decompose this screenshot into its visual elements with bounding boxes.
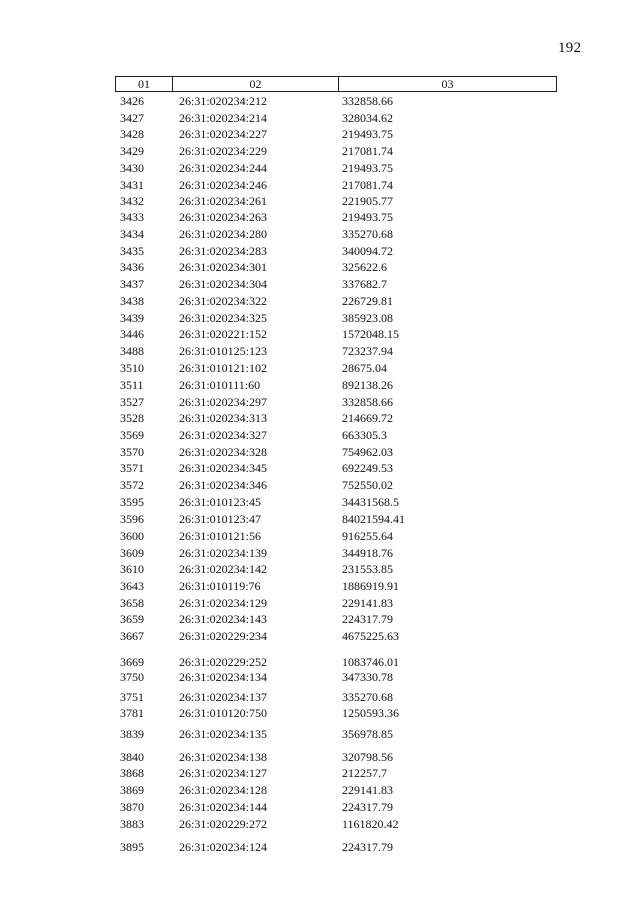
table-row [0,94,640,108]
row-number-cell: 3432 [120,194,144,208]
value-cell: 224317.79 [342,840,393,854]
cadastral-number-cell: 26:31:010119:76 [179,579,261,593]
row-number-cell: 3439 [120,311,144,325]
row-number-cell: 3600 [120,529,144,543]
value-cell: 224317.79 [342,800,393,814]
cadastral-number-cell: 26:31:020234:229 [179,144,268,158]
table-row [0,327,640,341]
cadastral-number-cell: 26:31:020234:328 [179,445,268,459]
row-number-cell: 3528 [120,411,144,425]
value-cell: 219493.75 [342,127,393,141]
cadastral-number-cell: 26:31:020234:304 [179,277,268,291]
cadastral-number-cell: 26:31:010121:102 [179,361,268,375]
value-cell: 892138.26 [342,378,393,392]
cadastral-number-cell: 26:31:020234:214 [179,111,268,125]
table-row [0,629,640,643]
row-number-cell: 3510 [120,361,144,375]
row-number-cell: 3870 [120,800,144,814]
cadastral-number-cell: 26:31:010120:750 [179,706,268,720]
row-number-cell: 3571 [120,461,144,475]
cadastral-number-cell: 26:31:010111:60 [179,378,261,392]
row-number-cell: 3895 [120,840,144,854]
row-number-cell: 3570 [120,445,144,459]
table-row [0,529,640,543]
table-row [0,294,640,308]
cadastral-number-cell: 26:31:020234:261 [179,194,268,208]
value-cell: 1572048.15 [342,327,399,341]
row-number-cell: 3427 [120,111,144,125]
table-row [0,461,640,475]
value-cell: 340094.72 [342,244,393,258]
table-row [0,655,640,669]
value-cell: 663305.3 [342,428,387,442]
cadastral-number-cell: 26:31:010125:123 [179,344,268,358]
cadastral-number-cell: 26:31:020229:252 [179,655,268,669]
value-cell: 1161820.42 [342,817,399,831]
table-row [0,495,640,509]
table-row [0,800,640,814]
cadastral-number-cell: 26:31:010123:45 [179,495,262,509]
cadastral-number-cell: 26:31:020234:283 [179,244,268,258]
row-number-cell: 3869 [120,783,144,797]
value-cell: 4675225.63 [342,629,399,643]
value-cell: 226729.81 [342,294,393,308]
row-number-cell: 3781 [120,706,144,720]
cadastral-number-cell: 26:31:020234:327 [179,428,268,442]
cadastral-number-cell: 26:31:020234:124 [179,840,268,854]
cadastral-number-cell: 26:31:020234:322 [179,294,268,308]
value-cell: 84021594.41 [342,512,405,526]
cadastral-number-cell: 26:31:020221:152 [179,327,268,341]
cadastral-number-cell: 26:31:020234:129 [179,596,268,610]
page-number: 192 [558,40,582,56]
table-row [0,344,640,358]
table-row [0,596,640,610]
value-cell: 320798.56 [342,750,393,764]
value-cell: 328034.62 [342,111,393,125]
row-number-cell: 3433 [120,210,144,224]
value-cell: 214669.72 [342,411,393,425]
table-row [0,227,640,241]
table-row [0,361,640,375]
row-number-cell: 3437 [120,277,144,291]
value-cell: 752550.02 [342,478,393,492]
value-cell: 1886919.91 [342,579,399,593]
value-cell: 217081.74 [342,178,393,192]
cadastral-number-cell: 26:31:020234:313 [179,411,268,425]
cadastral-number-cell: 26:31:020234:346 [179,478,268,492]
table-row [0,690,640,704]
row-number-cell: 3572 [120,478,144,492]
row-number-cell: 3527 [120,395,144,409]
column-header-03: 03 [441,77,454,91]
table-row [0,546,640,560]
table-row [0,194,640,208]
row-number-cell: 3883 [120,817,144,831]
value-cell: 212257.7 [342,766,387,780]
value-cell: 723237.94 [342,344,393,358]
table-row [0,727,640,741]
cadastral-number-cell: 26:31:020234:127 [179,766,268,780]
value-cell: 335270.68 [342,227,393,241]
value-cell: 219493.75 [342,210,393,224]
value-cell: 356978.85 [342,727,393,741]
value-cell: 231553.85 [342,562,393,576]
table-row [0,512,640,526]
row-number-cell: 3488 [120,344,144,358]
row-number-cell: 3595 [120,495,144,509]
cadastral-number-cell: 26:31:020229:234 [179,629,268,643]
cadastral-number-cell: 26:31:020234:297 [179,395,268,409]
cadastral-number-cell: 26:31:020234:142 [179,562,268,576]
value-cell: 347330.78 [342,670,393,684]
row-number-cell: 3434 [120,227,144,241]
row-number-cell: 3435 [120,244,144,258]
row-number-cell: 3426 [120,94,144,108]
table-row [0,127,640,141]
table-row [0,445,640,459]
value-cell: 1250593.36 [342,706,399,720]
row-number-cell: 3429 [120,144,144,158]
row-number-cell: 3839 [120,727,144,741]
cadastral-number-cell: 26:31:020234:246 [179,178,268,192]
row-number-cell: 3428 [120,127,144,141]
cadastral-number-cell: 26:31:020234:301 [179,260,268,274]
value-cell: 1083746.01 [342,655,399,669]
cadastral-number-cell: 26:31:020234:138 [179,750,268,764]
row-number-cell: 3596 [120,512,144,526]
table-row [0,311,640,325]
table-row [0,244,640,258]
cadastral-number-cell: 26:31:020234:144 [179,800,268,814]
table-row [0,428,640,442]
table-row [0,562,640,576]
cadastral-number-cell: 26:31:020234:280 [179,227,268,241]
row-number-cell: 3840 [120,750,144,764]
table-row [0,144,640,158]
table-row [0,766,640,780]
value-cell: 219493.75 [342,161,393,175]
value-cell: 332858.66 [342,94,393,108]
value-cell: 28675.04 [342,361,387,375]
cadastral-number-cell: 26:31:020234:325 [179,311,268,325]
table-row [0,478,640,492]
cadastral-number-cell: 26:31:020234:128 [179,783,268,797]
value-cell: 335270.68 [342,690,393,704]
cadastral-number-cell: 26:31:020234:139 [179,546,268,560]
value-cell: 385923.08 [342,311,393,325]
cadastral-number-cell: 26:31:020234:143 [179,612,268,626]
cadastral-number-cell: 26:31:020234:345 [179,461,268,475]
table-row [0,111,640,125]
cadastral-number-cell: 26:31:020229:272 [179,817,268,831]
table-row [0,178,640,192]
table-row [0,395,640,409]
value-cell: 337682.7 [342,277,387,291]
value-cell: 754962.03 [342,445,393,459]
cadastral-number-cell: 26:31:020234:212 [179,94,268,108]
table-row [0,378,640,392]
row-number-cell: 3446 [120,327,144,341]
cadastral-number-cell: 26:31:020234:263 [179,210,268,224]
value-cell: 34431568.5 [342,495,399,509]
value-cell: 221905.77 [342,194,393,208]
table-row [0,706,640,720]
value-cell: 344918.76 [342,546,393,560]
cadastral-number-cell: 26:31:020234:137 [179,690,268,704]
row-number-cell: 3430 [120,161,144,175]
table-row [0,411,640,425]
table-row [0,783,640,797]
value-cell: 229141.83 [342,596,393,610]
value-cell: 692249.53 [342,461,393,475]
row-number-cell: 3658 [120,596,144,610]
value-cell: 916255.64 [342,529,393,543]
table-row [0,161,640,175]
table-row [0,750,640,764]
table-row [0,210,640,224]
row-number-cell: 3511 [120,378,144,392]
table-row [0,277,640,291]
table-header [115,76,557,92]
value-cell: 229141.83 [342,783,393,797]
row-number-cell: 3610 [120,562,144,576]
column-header-01: 01 [116,77,173,91]
cadastral-number-cell: 26:31:020234:135 [179,727,268,741]
row-number-cell: 3868 [120,766,144,780]
row-number-cell: 3431 [120,178,144,192]
row-number-cell: 3436 [120,260,144,274]
row-number-cell: 3750 [120,670,144,684]
row-number-cell: 3667 [120,629,144,643]
table-row [0,260,640,274]
cadastral-number-cell: 26:31:020234:244 [179,161,268,175]
row-number-cell: 3438 [120,294,144,308]
value-cell: 217081.74 [342,144,393,158]
row-number-cell: 3609 [120,546,144,560]
value-cell: 325622.6 [342,260,387,274]
row-number-cell: 3659 [120,612,144,626]
table-row [0,579,640,593]
table-row [0,612,640,626]
row-number-cell: 3643 [120,579,144,593]
cadastral-number-cell: 26:31:010123:47 [179,512,262,526]
cadastral-number-cell: 26:31:020234:227 [179,127,268,141]
table-row [0,670,640,684]
cadastral-number-cell: 26:31:020234:134 [179,670,268,684]
column-header-02: 02 [173,77,339,91]
cadastral-number-cell: 26:31:010121:56 [179,529,262,543]
value-cell: 224317.79 [342,612,393,626]
table-row [0,840,640,854]
value-cell: 332858.66 [342,395,393,409]
row-number-cell: 3669 [120,655,144,669]
row-number-cell: 3751 [120,690,144,704]
row-number-cell: 3569 [120,428,144,442]
table-row [0,817,640,831]
